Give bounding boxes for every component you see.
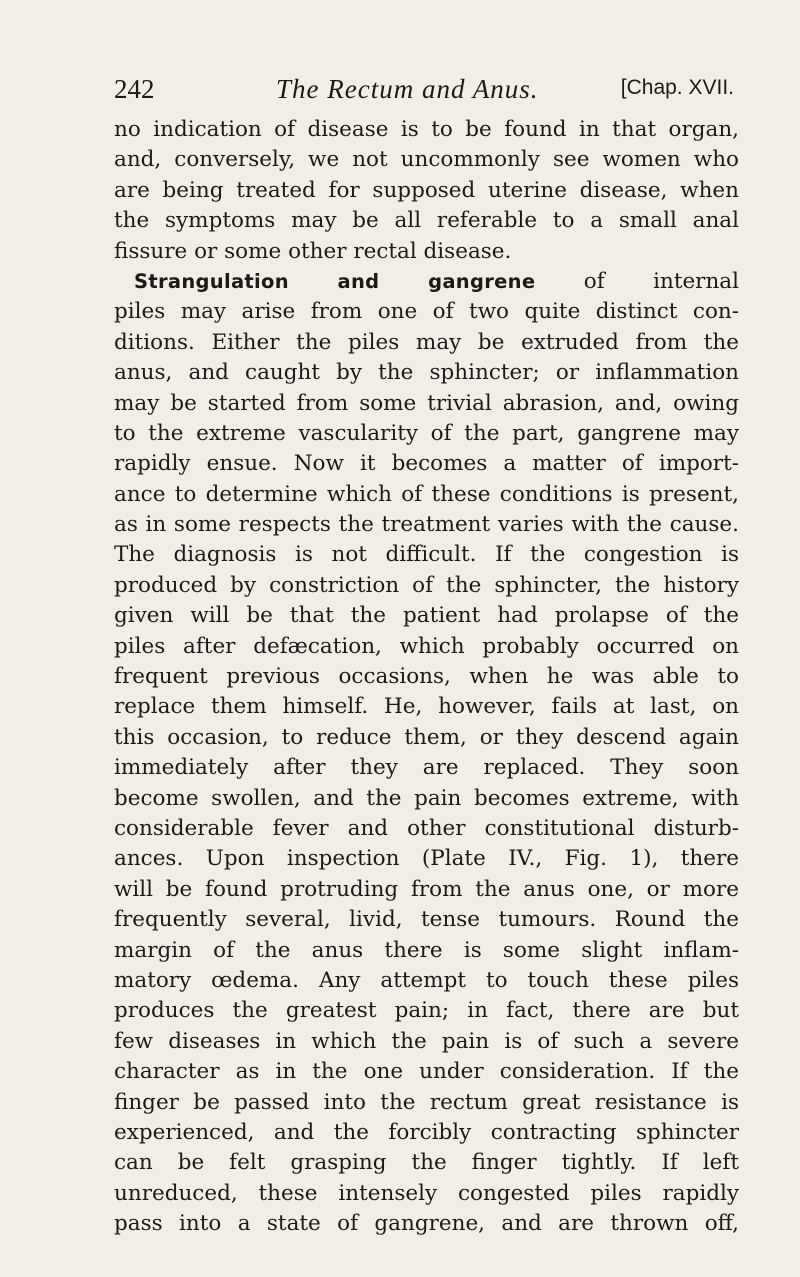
chapter-label: [Chap. XVII.	[620, 76, 734, 99]
text-line: character as in the one under consideration. If the	[114, 1059, 739, 1085]
text-line: given will be that the patient had prolapse of the	[114, 603, 739, 629]
text-line: ances. Upon inspection (Plate IV., Fig. 1), there	[114, 846, 739, 872]
text-line: pass into a state of gangrene, and are thrown off,	[114, 1211, 739, 1237]
text-line: and, conversely, we not uncommonly see women who	[114, 147, 739, 173]
text-line: The diagnosis is not difficult. If the congestion is	[114, 542, 739, 568]
text-line: will be found protruding from the anus one, or more	[114, 876, 739, 902]
text-line: piles may arise from one of two quite distinct con-	[114, 299, 739, 325]
text-line: the symptoms may be all referable to a small anal	[114, 208, 739, 234]
text-line: experienced, and the forcibly contracting sphincter	[114, 1119, 739, 1145]
text-line: fissure or some other rectal disease.	[114, 238, 512, 264]
text-line: matory œdema. Any attempt to touch these piles	[114, 967, 739, 993]
paragraph-lead-line	[114, 267, 739, 297]
text-line: this occasion, to reduce them, or they descend again	[114, 724, 739, 750]
text-line: frequent previous occasions, when he was able to	[114, 664, 739, 690]
text-line: rapidly ensue. Now it becomes a matter of import-	[114, 451, 739, 477]
text-line: become swollen, and the pain becomes extreme, with	[114, 785, 739, 811]
text-line: ditions. Either the piles may be extruded from the	[114, 329, 739, 355]
text-line: few diseases in which the pain is of such a severe	[114, 1028, 739, 1054]
text-line: can be felt grasping the finger tightly. If left	[114, 1150, 739, 1176]
text-line: produced by constriction of the sphincter, the history	[114, 572, 739, 598]
text-line: frequently several, livid, tense tumours. Round the	[114, 907, 739, 933]
text-line: finger be passed into the rectum great resistance is	[114, 1089, 739, 1115]
page-number: 242	[114, 74, 155, 104]
text-line: piles after defæcation, which probably occurred on	[114, 633, 739, 659]
text-line: no indication of disease is to be found in that organ,	[114, 117, 739, 142]
lead-line-rest: of internal	[535, 268, 739, 294]
text-line: anus, and caught by the sphincter; or inflammation	[114, 360, 739, 386]
text-line: ance to determine which of these conditions is present,	[114, 481, 739, 507]
text-line: to the extreme vascularity of the part, gangrene may	[114, 420, 739, 446]
text-line: may be started from some trivial abrasion, and, owing	[114, 390, 739, 416]
text-line: are being treated for supposed uterine disease, when	[114, 177, 739, 203]
text-line: considerable fever and other constitutional disturb-	[114, 815, 739, 841]
text-line: produces the greatest pain; in fact, there are but	[114, 998, 739, 1024]
text-line: unreduced, these intensely congested piles rapidly	[114, 1180, 739, 1206]
text-line: replace them himself. He, however, fails at last, on	[114, 694, 739, 720]
text-line: margin of the anus there is some slight inflam-	[114, 937, 739, 963]
text-line: immediately after they are replaced. They soon	[114, 755, 739, 781]
body-text	[114, 115, 739, 1239]
section-lead-heading: Strangulation and gangrene	[134, 269, 536, 293]
running-title: The Rectum and Anus.	[276, 74, 539, 104]
running-head	[114, 74, 734, 110]
text-line: as in some respects the treatment varies with the cause.	[114, 512, 739, 538]
